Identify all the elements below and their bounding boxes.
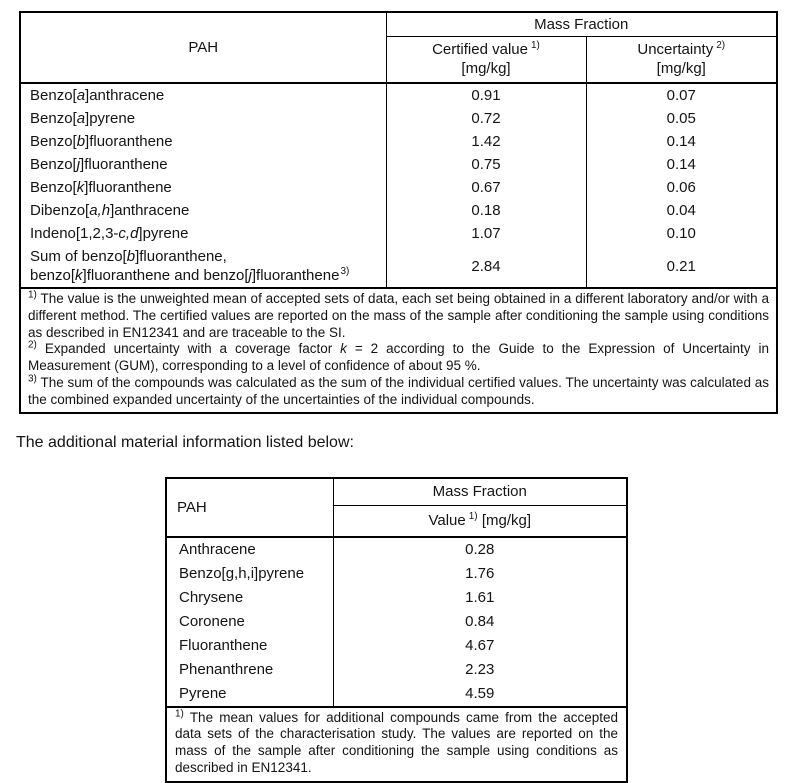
uncertainty-column-header: [586, 37, 777, 84]
value: 0.84: [465, 613, 495, 631]
footnote-ref-1: 1): [468, 511, 478, 523]
uncertainty-label: Uncertainty: [637, 41, 714, 58]
footnote-ref: 1): [28, 289, 37, 301]
compound-name: Benzo[k]fluoranthene: [20, 176, 386, 199]
uncertainty-value: 0.10: [666, 225, 696, 242]
table-row: [20, 199, 777, 222]
value: 4.59: [465, 685, 495, 703]
uncertainty-value: 0.04: [666, 202, 696, 219]
certified-value-label: Certified value: [432, 41, 528, 58]
table-row: [166, 610, 627, 634]
compound-name: Fluoranthene: [166, 634, 333, 658]
uncertainty-value: 0.05: [666, 110, 696, 127]
compound-name: Chrysene: [166, 586, 333, 610]
header-row-group: [166, 478, 627, 506]
certified-table-body: [20, 83, 777, 288]
uncertainty-value: 0.14: [666, 156, 696, 173]
table-row: [20, 130, 777, 153]
table-row: [20, 176, 777, 199]
uncertainty-value: 0.21: [666, 257, 696, 275]
certified-value: 0.75: [386, 153, 586, 176]
value: 2.23: [465, 661, 495, 679]
compound-name: Pyrene: [166, 682, 333, 707]
value: 1.76: [465, 565, 495, 583]
table-row: [166, 586, 627, 610]
uncertainty-value: 0.14: [666, 133, 696, 150]
footnote-ref-2: 2): [716, 40, 726, 51]
value-label: Value: [428, 512, 466, 530]
compound-name: Benzo[b]fluoranthene: [20, 130, 386, 153]
table-row: [166, 658, 627, 682]
compound-name: Benzo[a]anthracene: [20, 83, 386, 107]
footnote-ref: 2): [28, 339, 37, 351]
table-row: [20, 153, 777, 176]
compound-name: Benzo[g,h,i]pyrene: [166, 562, 333, 586]
certified-value-column-header: [386, 37, 586, 84]
footnote: $^{2)}$ Expanded uncertainty with a coverage factor k = 2 according to the Guide to the Expression of Uncertainty in Measurement (GUM), corresponding to a level of confidence of about 95 %.: [28, 339, 770, 374]
mass-fraction-group-header: Mass Fraction: [333, 478, 627, 506]
uncertainty-unit: [mg/kg]: [656, 60, 706, 77]
certified-value: 0.18: [386, 199, 586, 222]
table-row: [166, 634, 627, 658]
compound-name: Phenanthrene: [166, 658, 333, 682]
certified-values-table: [19, 11, 778, 414]
certified-table-footnotes: [20, 288, 777, 413]
certified-value: 0.91: [386, 83, 586, 107]
uncertainty-value: 0.06: [666, 179, 696, 196]
value: 0.28: [465, 541, 495, 559]
table-row: [20, 222, 777, 245]
value-column-header: [333, 505, 627, 537]
document-page: [0, 11, 799, 783]
table-row: [166, 537, 627, 562]
additional-info-caption: The additional material information listed below:: [16, 433, 354, 451]
value: 1.61: [465, 589, 495, 607]
footnote-ref: 1): [175, 708, 184, 720]
compound-name: Benzo[j]fluoranthene: [20, 153, 386, 176]
certified-value-unit: [mg/kg]: [461, 60, 511, 77]
mass-fraction-group-header: Mass Fraction: [386, 12, 777, 37]
compound-name: Anthracene: [166, 537, 333, 562]
footnote: $^{1)}$ The value is the unweighted mean of accepted sets of data, each set being obtained in a different laboratory and/or with a different method. The certified values are reported on the mass of the sample after conditioning the sample using conditions as described in EN12341 and are traceable to the SI.: [28, 289, 770, 340]
additional-values-table: [165, 477, 628, 783]
footnote: $^{1)}$ The mean values for additional compounds came from the accepted data sets of the characterisation study. The values are reported on the mass of the sample after conditioning the sample using conditions as described in EN12341.: [175, 708, 618, 775]
compound-name: Benzo[a]pyrene: [20, 107, 386, 130]
certified-value: 1.07: [386, 222, 586, 245]
table-row: [20, 245, 777, 288]
certified-value: 0.72: [386, 107, 586, 130]
certified-value: 2.84: [386, 245, 586, 288]
table-row: [20, 107, 777, 130]
certified-value: 1.42: [386, 130, 586, 153]
compound-name: Sum of benzo[b]fluoranthene, benzo[k]fluoranthene and benzo[j]fluoranthene$^{3)}$: [20, 245, 386, 288]
footnotes-row: [166, 707, 627, 782]
uncertainty-value: 0.07: [666, 87, 696, 104]
value-unit: [mg/kg]: [481, 512, 532, 530]
header-row-group: [20, 12, 777, 37]
table-row: [166, 562, 627, 586]
table-row: [166, 682, 627, 707]
additional-table-body: [166, 537, 627, 707]
certified-value: 0.67: [386, 176, 586, 199]
value: 4.67: [465, 637, 495, 655]
compound-name: Coronene: [166, 610, 333, 634]
pah-column-header: PAH: [166, 478, 333, 537]
compound-name: Indeno[1,2,3-c,d]pyrene: [20, 222, 386, 245]
pah-column-header: PAH: [20, 12, 386, 83]
compound-name: Dibenzo[a,h]anthracene: [20, 199, 386, 222]
footnote: $^{3)}$ The sum of the compounds was calculated as the sum of the individual certified values. The uncertainty was calculated as the combined expanded uncertainty of the uncertainties of the individual compounds.: [28, 373, 770, 407]
table-row: [20, 83, 777, 107]
footnote-ref: 3): [28, 373, 37, 385]
footnotes-row: [20, 288, 777, 413]
footnote-ref-1: 1): [530, 40, 540, 51]
additional-table-footnotes: [166, 707, 627, 782]
